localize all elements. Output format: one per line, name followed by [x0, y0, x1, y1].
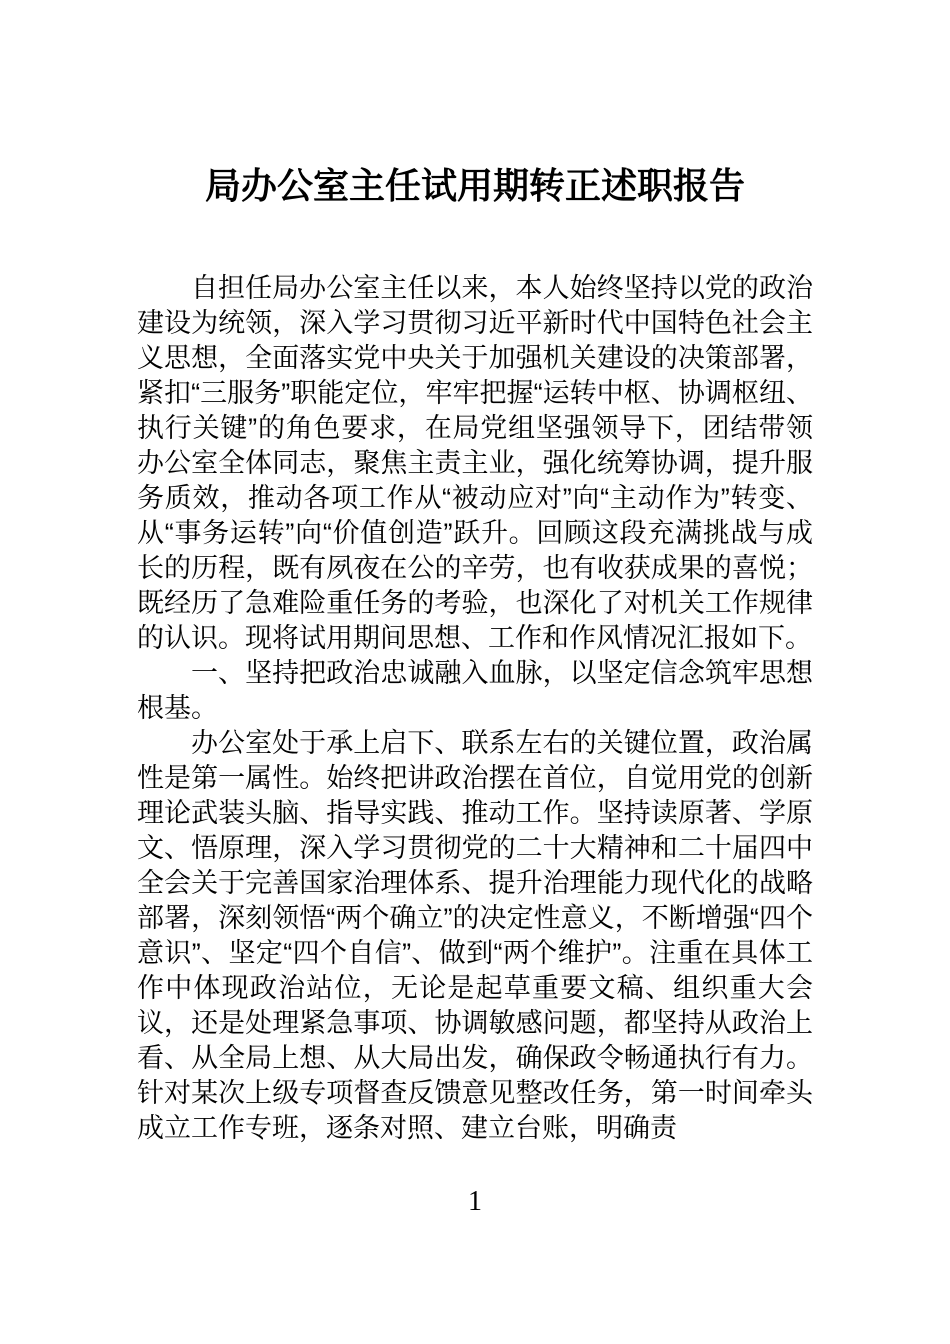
page-number: 1 [468, 1186, 482, 1217]
body-paragraph-intro: 自担任局办公室主任以来，本人始终坚持以党的政治建设为统领，深入学习贯彻习近平新时代中国特色社会主义思想，全面落实党中央关于加强机关建设的决策部署，紧扣“三服务”职能定位，牢牢把握“运转中枢、协调枢纽、执行关键”的角色要求，在局党组坚强领导下，团结带领办公室全体同志，聚焦主责主业，强化统筹协调，提升服务质效，推动各项工作从“被动应对”向“主动作为”转变、从“事务运转”向“价值创造”跃升。回顾这段充满挑战与成长的历程，既有夙夜在公的辛劳，也有收获成果的喜悦；既经历了急难险重任务的考验，也深化了对机关工作规律的认识。现将试用期间思想、工作和作风情况汇报如下。 [137, 273, 813, 653]
body-paragraph-section-1: 办公室处于承上启下、联系左右的关键位置，政治属性是第一属性。始终把讲政治摆在首位，自觉用党的创新理论武装头脑、指导实践、推动工作。坚持读原著、学原文、悟原理，深入学习贯彻党的二十大精神和二十届四中全会关于完善国家治理体系、提升治理能力现代化的战略部署，深刻领悟“两个确立”的决定性意义，不断增强“四个意识”、坚定“四个自信”、做到“两个维护”。注重在具体工作中体现政治站位，无论是起草重要文稿、组织重大会议，还是处理紧急事项、协调敏感问题，都坚持从政治上看、从全局上想、从大局出发，确保政令畅通执行有力。针对某次上级专项督查反馈意见整改任务，第一时间牵头成立工作专班，逐条对照、建立台账，明确责 [137, 728, 813, 1143]
section-heading-1: 一、坚持把政治忠诚融入血脉，以坚定信念筑牢思想根基。 [137, 658, 813, 723]
document-title: 局办公室主任试用期转正述职报告 [204, 165, 745, 206]
document-body [137, 271, 813, 1146]
